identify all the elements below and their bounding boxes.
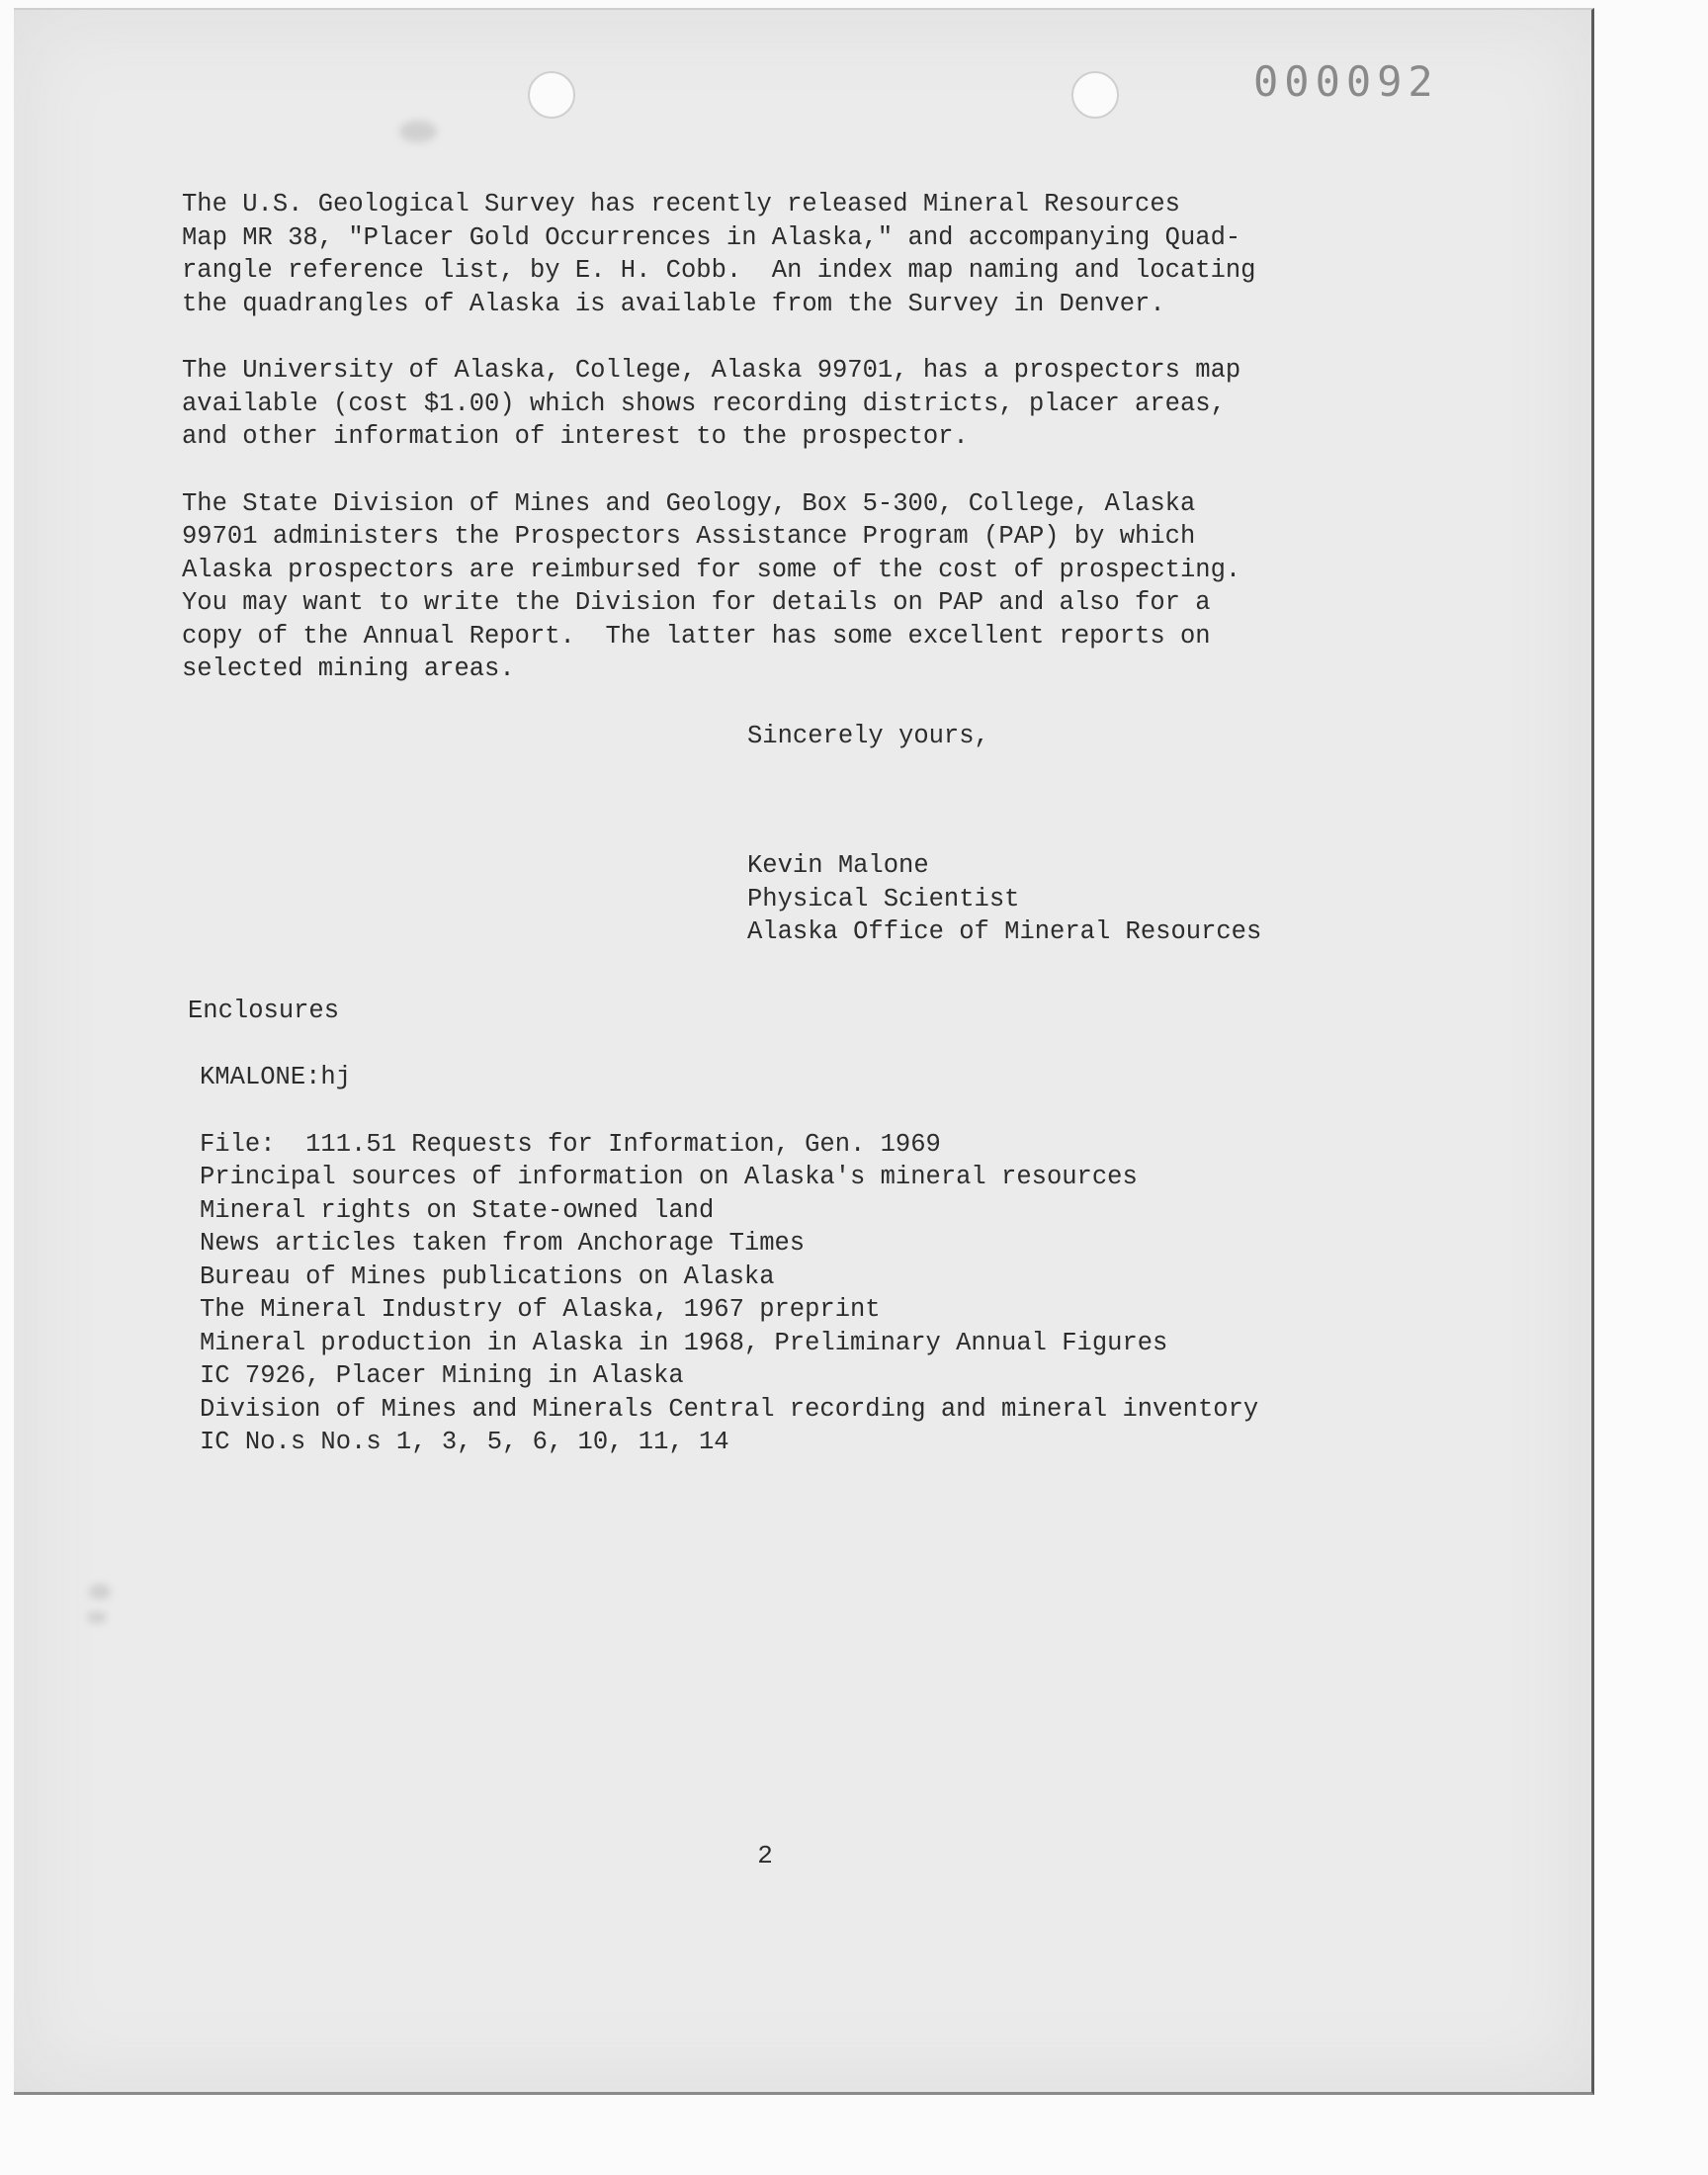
typist-initials (200, 1061, 1388, 1094)
text-line: Alaska prospectors are reimbursed for some of the cost of prospecting. (182, 555, 1241, 584)
text-line: rangle reference list, by E. H. Cobb. An index map naming and locating (182, 256, 1256, 285)
text-line: selected mining areas. (182, 654, 515, 683)
enclosures-label (188, 995, 1388, 1028)
closing-salutation: Sincerely yours, (747, 721, 989, 750)
list-item: File: 111.51 Requests for Information, Gen. 1969 (200, 1129, 941, 1159)
list-item: News articles taken from Anchorage Times (200, 1229, 806, 1258)
text-line: Map MR 38, "Placer Gold Occurrences in Alaska," and accompanying Quad- (182, 222, 1241, 252)
signature-block (747, 849, 1388, 949)
punch-hole-right-icon (1071, 71, 1119, 119)
ink-smudge (399, 121, 437, 142)
text-line: the quadrangles of Alaska is available from the Survey in Denver. (182, 289, 1165, 318)
paragraph-usgs (182, 188, 1388, 320)
text-line: You may want to write the Division for details on PAP and also for a (182, 588, 1211, 617)
list-item: Mineral rights on State-owned land (200, 1195, 715, 1225)
text-line: The U.S. Geological Survey has recently released Mineral Resources (182, 190, 1180, 218)
list-item: Principal sources of information on Alaska's mineral resources (200, 1163, 1138, 1191)
file-enclosure-list (200, 1128, 1388, 1459)
punch-hole-left-icon (528, 71, 575, 119)
signer-office: Alaska Office of Mineral Resources (747, 917, 1262, 946)
text-line: 99701 administers the Prospectors Assistance Program (PAP) by which (182, 522, 1196, 551)
ink-smudge (87, 1611, 107, 1623)
text-line: copy of the Annual Report. The latter has some excellent reports on (182, 621, 1211, 651)
list-item: The Mineral Industry of Alaska, 1967 preprint (200, 1295, 881, 1324)
closing-block (747, 720, 1388, 949)
paragraph-university (182, 354, 1388, 454)
signer-name: Kevin Malone (747, 851, 929, 880)
list-item: IC 7926, Placer Mining in Alaska (200, 1361, 684, 1390)
enclosures-text: Enclosures (188, 996, 340, 1025)
ink-smudge (89, 1584, 111, 1600)
text-line: The University of Alaska, College, Alaska 99701, has a prospectors map (182, 356, 1241, 385)
list-item: Division of Mines and Minerals Central recording and mineral inventory (200, 1394, 1259, 1424)
page-number: 2 (757, 1841, 773, 1870)
signer-title: Physical Scientist (747, 884, 1020, 914)
document-number-stamp: 000092 (1253, 57, 1439, 106)
list-item: IC No.s No.s 1, 3, 5, 6, 10, 11, 14 (200, 1428, 729, 1456)
text-line: and other information of interest to the prospector. (182, 422, 969, 451)
text-line: The State Division of Mines and Geology, Box 5-300, College, Alaska (182, 488, 1196, 518)
initials-text: KMALONE:hj (200, 1063, 352, 1091)
paragraph-state-division (182, 487, 1388, 686)
letter-body (182, 188, 1388, 1459)
list-item: Bureau of Mines publications on Alaska (200, 1262, 775, 1291)
text-line: available (cost $1.00) which shows recording districts, placer areas, (182, 389, 1226, 418)
list-item: Mineral production in Alaska in 1968, Preliminary Annual Figures (200, 1328, 1168, 1357)
